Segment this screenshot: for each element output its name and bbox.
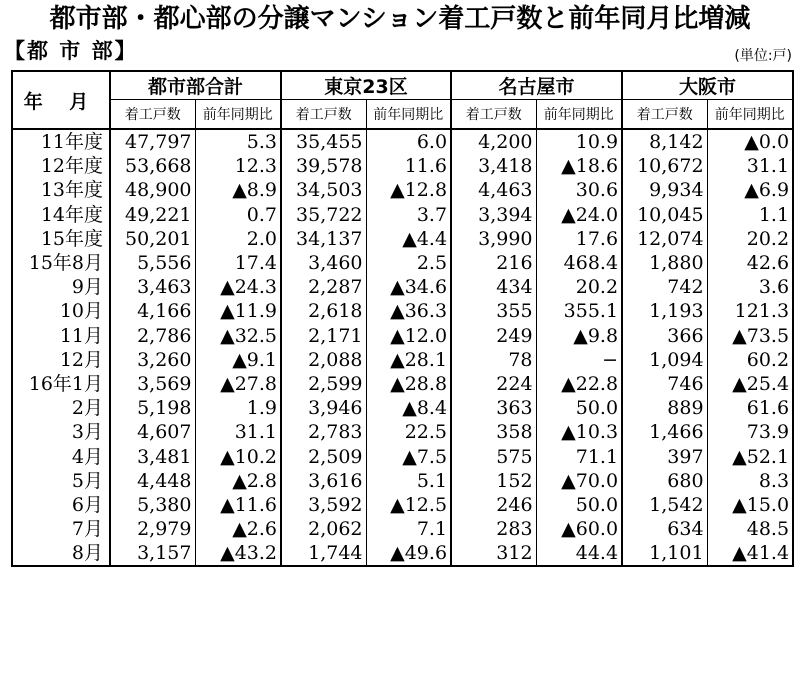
cell-osaka-yoy: ▲52.1 xyxy=(707,444,793,468)
table-row xyxy=(12,203,793,227)
cell-total-starts: 49,221 xyxy=(110,203,195,227)
row-label: 13年度 xyxy=(12,178,110,202)
unit-label: (単位:戸) xyxy=(734,48,792,64)
cell-total-starts: 3,481 xyxy=(110,444,195,468)
cell-tokyo-starts: 34,137 xyxy=(281,227,366,251)
cell-total-starts: 3,260 xyxy=(110,348,195,372)
cell-total-yoy: 12.3 xyxy=(195,154,281,178)
cell-osaka-starts: 1,542 xyxy=(622,493,707,517)
table-row xyxy=(12,541,793,566)
cell-nagoya-starts: 78 xyxy=(451,348,536,372)
table-row xyxy=(12,178,793,202)
cell-tokyo-starts: 2,171 xyxy=(281,324,366,348)
cell-nagoya-starts: 575 xyxy=(451,444,536,468)
cell-tokyo-yoy: 7.1 xyxy=(366,517,451,541)
cell-osaka-starts: 10,045 xyxy=(622,203,707,227)
cell-osaka-starts: 366 xyxy=(622,324,707,348)
cell-tokyo-yoy: ▲34.6 xyxy=(366,275,451,299)
cell-tokyo-starts: 35,722 xyxy=(281,203,366,227)
cell-osaka-yoy: 1.1 xyxy=(707,203,793,227)
cell-nagoya-starts: 283 xyxy=(451,517,536,541)
subheader-yoy: 前年同期比 xyxy=(195,100,281,130)
cell-total-yoy: 17.4 xyxy=(195,251,281,275)
cell-nagoya-starts: 3,418 xyxy=(451,154,536,178)
cell-total-yoy: 31.1 xyxy=(195,420,281,444)
cell-nagoya-yoy: 30.6 xyxy=(536,178,622,202)
cell-osaka-yoy: 42.6 xyxy=(707,251,793,275)
row-label: 4月 xyxy=(12,444,110,468)
cell-nagoya-yoy: 50.0 xyxy=(536,396,622,420)
cell-nagoya-starts: 358 xyxy=(451,420,536,444)
cell-total-yoy: ▲24.3 xyxy=(195,275,281,299)
table-row xyxy=(12,348,793,372)
cell-nagoya-yoy: 10.9 xyxy=(536,129,622,154)
cell-total-starts: 5,380 xyxy=(110,493,195,517)
group-header-osaka: 大阪市 xyxy=(622,71,793,100)
cell-osaka-starts: 889 xyxy=(622,396,707,420)
cell-osaka-starts: 1,880 xyxy=(622,251,707,275)
row-label: 15年度 xyxy=(12,227,110,251)
cell-total-starts: 2,979 xyxy=(110,517,195,541)
cell-osaka-yoy: 73.9 xyxy=(707,420,793,444)
subheader-yoy: 前年同期比 xyxy=(366,100,451,130)
cell-osaka-yoy: ▲6.9 xyxy=(707,178,793,202)
cell-total-yoy: ▲32.5 xyxy=(195,324,281,348)
cell-tokyo-starts: 2,287 xyxy=(281,275,366,299)
cell-nagoya-starts: 246 xyxy=(451,493,536,517)
cell-total-yoy: ▲9.1 xyxy=(195,348,281,372)
cell-nagoya-starts: 224 xyxy=(451,372,536,396)
row-label: 5月 xyxy=(12,469,110,493)
cell-nagoya-yoy: 20.2 xyxy=(536,275,622,299)
cell-nagoya-starts: 363 xyxy=(451,396,536,420)
cell-osaka-starts: 742 xyxy=(622,275,707,299)
row-label: 10月 xyxy=(12,299,110,323)
cell-tokyo-yoy: ▲12.0 xyxy=(366,324,451,348)
cell-tokyo-yoy: ▲49.6 xyxy=(366,541,451,566)
row-label: 6月 xyxy=(12,493,110,517)
row-label: 11月 xyxy=(12,324,110,348)
subheader-starts: 着工戸数 xyxy=(110,100,195,130)
row-label: 9月 xyxy=(12,275,110,299)
cell-tokyo-yoy: 11.6 xyxy=(366,154,451,178)
cell-osaka-yoy: ▲15.0 xyxy=(707,493,793,517)
cell-total-yoy: ▲27.8 xyxy=(195,372,281,396)
group-header-nagoya: 名古屋市 xyxy=(451,71,622,100)
cell-nagoya-yoy: ▲22.8 xyxy=(536,372,622,396)
cell-total-yoy: 1.9 xyxy=(195,396,281,420)
subheader-yoy: 前年同期比 xyxy=(536,100,622,130)
table-row xyxy=(12,275,793,299)
cell-osaka-starts: 680 xyxy=(622,469,707,493)
row-label: 12月 xyxy=(12,348,110,372)
cell-total-starts: 3,569 xyxy=(110,372,195,396)
row-label: 14年度 xyxy=(12,203,110,227)
cell-tokyo-starts: 2,509 xyxy=(281,444,366,468)
row-label: 3月 xyxy=(12,420,110,444)
row-label: 11年度 xyxy=(12,129,110,154)
cell-nagoya-starts: 216 xyxy=(451,251,536,275)
cell-tokyo-starts: 2,783 xyxy=(281,420,366,444)
cell-nagoya-yoy: ▲9.8 xyxy=(536,324,622,348)
cell-osaka-yoy: ▲0.0 xyxy=(707,129,793,154)
cell-osaka-starts: 397 xyxy=(622,444,707,468)
cell-tokyo-yoy: 6.0 xyxy=(366,129,451,154)
table-row xyxy=(12,444,793,468)
cell-osaka-starts: 1,094 xyxy=(622,348,707,372)
cell-nagoya-yoy: 71.1 xyxy=(536,444,622,468)
cell-tokyo-starts: 2,088 xyxy=(281,348,366,372)
table-row xyxy=(12,493,793,517)
cell-osaka-starts: 1,193 xyxy=(622,299,707,323)
cell-tokyo-starts: 2,599 xyxy=(281,372,366,396)
cell-tokyo-starts: 1,744 xyxy=(281,541,366,566)
cell-tokyo-yoy: ▲28.8 xyxy=(366,372,451,396)
cell-total-yoy: ▲10.2 xyxy=(195,444,281,468)
cell-tokyo-starts: 2,062 xyxy=(281,517,366,541)
cell-osaka-yoy: 60.2 xyxy=(707,348,793,372)
cell-total-yoy: ▲8.9 xyxy=(195,178,281,202)
cell-tokyo-yoy: ▲36.3 xyxy=(366,299,451,323)
row-label: 15年8月 xyxy=(12,251,110,275)
cell-total-yoy: ▲11.6 xyxy=(195,493,281,517)
table-row xyxy=(12,154,793,178)
cell-tokyo-yoy: ▲12.5 xyxy=(366,493,451,517)
cell-tokyo-yoy: 22.5 xyxy=(366,420,451,444)
cell-total-starts: 48,900 xyxy=(110,178,195,202)
cell-osaka-starts: 746 xyxy=(622,372,707,396)
cell-osaka-yoy: 3.6 xyxy=(707,275,793,299)
cell-nagoya-starts: 434 xyxy=(451,275,536,299)
cell-total-yoy: ▲2.6 xyxy=(195,517,281,541)
cell-total-starts: 4,607 xyxy=(110,420,195,444)
cell-tokyo-yoy: ▲4.4 xyxy=(366,227,451,251)
cell-total-yoy: 5.3 xyxy=(195,129,281,154)
cell-osaka-yoy: 8.3 xyxy=(707,469,793,493)
cell-nagoya-starts: 312 xyxy=(451,541,536,566)
cell-tokyo-yoy: ▲28.1 xyxy=(366,348,451,372)
cell-total-starts: 5,198 xyxy=(110,396,195,420)
cell-osaka-starts: 1,466 xyxy=(622,420,707,444)
cell-tokyo-starts: 35,455 xyxy=(281,129,366,154)
row-label: 16年1月 xyxy=(12,372,110,396)
cell-osaka-yoy: ▲73.5 xyxy=(707,324,793,348)
cell-tokyo-starts: 39,578 xyxy=(281,154,366,178)
cell-osaka-starts: 1,101 xyxy=(622,541,707,566)
table-row xyxy=(12,227,793,251)
cell-osaka-starts: 634 xyxy=(622,517,707,541)
cell-osaka-yoy: ▲25.4 xyxy=(707,372,793,396)
table-row xyxy=(12,299,793,323)
cell-nagoya-starts: 355 xyxy=(451,299,536,323)
cell-tokyo-yoy: ▲7.5 xyxy=(366,444,451,468)
cell-tokyo-yoy: ▲8.4 xyxy=(366,396,451,420)
cell-nagoya-yoy: 17.6 xyxy=(536,227,622,251)
cell-nagoya-yoy: ▲24.0 xyxy=(536,203,622,227)
cell-total-yoy: ▲43.2 xyxy=(195,541,281,566)
table-row xyxy=(12,324,793,348)
row-label: 2月 xyxy=(12,396,110,420)
cell-osaka-starts: 8,142 xyxy=(622,129,707,154)
table-row xyxy=(12,129,793,154)
cell-nagoya-yoy: − xyxy=(536,348,622,372)
cell-nagoya-starts: 152 xyxy=(451,469,536,493)
cell-osaka-yoy: ▲41.4 xyxy=(707,541,793,566)
cell-nagoya-yoy: ▲10.3 xyxy=(536,420,622,444)
cell-total-yoy: 0.7 xyxy=(195,203,281,227)
cell-total-yoy: ▲2.8 xyxy=(195,469,281,493)
row-label: 7月 xyxy=(12,517,110,541)
table-row xyxy=(12,517,793,541)
page-title: 都市部・都心部の分譲マンション着工戸数と前年同月比増減 xyxy=(49,4,751,34)
table-row xyxy=(12,396,793,420)
cell-tokyo-starts: 3,946 xyxy=(281,396,366,420)
subheader-starts: 着工戸数 xyxy=(451,100,536,130)
cell-tokyo-starts: 2,618 xyxy=(281,299,366,323)
group-header-tokyo: 東京23区 xyxy=(281,71,451,100)
cell-tokyo-yoy: 5.1 xyxy=(366,469,451,493)
table-row xyxy=(12,420,793,444)
row-label: 12年度 xyxy=(12,154,110,178)
cell-total-starts: 5,556 xyxy=(110,251,195,275)
cell-total-starts: 2,786 xyxy=(110,324,195,348)
cell-tokyo-starts: 3,460 xyxy=(281,251,366,275)
table-row xyxy=(12,372,793,396)
cell-total-yoy: ▲11.9 xyxy=(195,299,281,323)
table-row xyxy=(12,251,793,275)
cell-total-starts: 47,797 xyxy=(110,129,195,154)
cell-osaka-yoy: 20.2 xyxy=(707,227,793,251)
cell-tokyo-yoy: 3.7 xyxy=(366,203,451,227)
cell-nagoya-yoy: ▲18.6 xyxy=(536,154,622,178)
cell-total-starts: 4,166 xyxy=(110,299,195,323)
cell-tokyo-yoy: 2.5 xyxy=(366,251,451,275)
cell-nagoya-yoy: ▲60.0 xyxy=(536,517,622,541)
cell-osaka-yoy: 61.6 xyxy=(707,396,793,420)
cell-tokyo-starts: 3,592 xyxy=(281,493,366,517)
cell-total-starts: 4,448 xyxy=(110,469,195,493)
cell-total-starts: 50,201 xyxy=(110,227,195,251)
subheader-starts: 着工戸数 xyxy=(622,100,707,130)
subheader-yoy: 前年同期比 xyxy=(707,100,793,130)
section-label: 【都 市 部】 xyxy=(4,39,138,63)
cell-nagoya-yoy: 468.4 xyxy=(536,251,622,275)
group-header-total: 都市部合計 xyxy=(110,71,281,100)
cell-total-starts: 53,668 xyxy=(110,154,195,178)
cell-total-starts: 3,463 xyxy=(110,275,195,299)
cell-tokyo-starts: 34,503 xyxy=(281,178,366,202)
cell-nagoya-yoy: 355.1 xyxy=(536,299,622,323)
row-label: 8月 xyxy=(12,541,110,566)
cell-nagoya-starts: 4,463 xyxy=(451,178,536,202)
cell-total-yoy: 2.0 xyxy=(195,227,281,251)
cell-nagoya-yoy: ▲70.0 xyxy=(536,469,622,493)
month-header: 年 月 xyxy=(12,71,110,129)
cell-osaka-starts: 10,672 xyxy=(622,154,707,178)
subheader-starts: 着工戸数 xyxy=(281,100,366,130)
cell-nagoya-yoy: 50.0 xyxy=(536,493,622,517)
cell-nagoya-starts: 249 xyxy=(451,324,536,348)
cell-osaka-yoy: 121.3 xyxy=(707,299,793,323)
cell-nagoya-starts: 4,200 xyxy=(451,129,536,154)
cell-total-starts: 3,157 xyxy=(110,541,195,566)
cell-nagoya-starts: 3,394 xyxy=(451,203,536,227)
cell-nagoya-starts: 3,990 xyxy=(451,227,536,251)
cell-osaka-starts: 12,074 xyxy=(622,227,707,251)
cell-osaka-yoy: 31.1 xyxy=(707,154,793,178)
cell-tokyo-starts: 3,616 xyxy=(281,469,366,493)
cell-tokyo-yoy: ▲12.8 xyxy=(366,178,451,202)
cell-nagoya-yoy: 44.4 xyxy=(536,541,622,566)
table-body xyxy=(12,129,793,566)
cell-osaka-yoy: 48.5 xyxy=(707,517,793,541)
cell-osaka-starts: 9,934 xyxy=(622,178,707,202)
table-row xyxy=(12,469,793,493)
housing-starts-table xyxy=(11,70,794,567)
